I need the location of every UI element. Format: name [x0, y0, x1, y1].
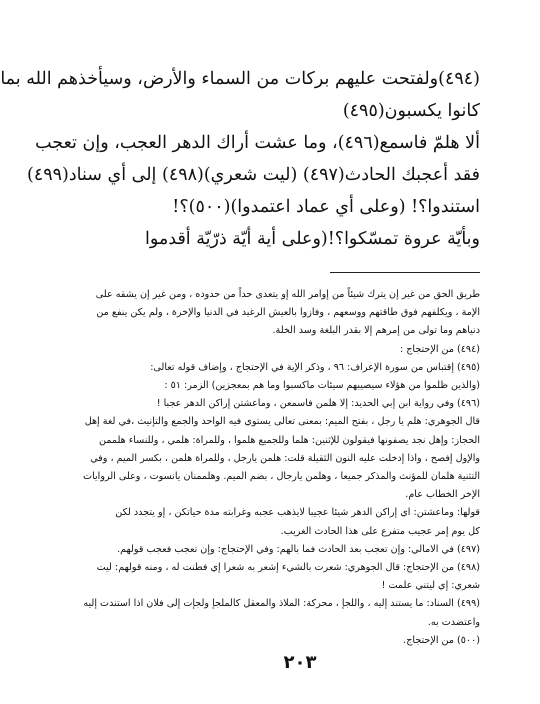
footnote-line: طريق الحق من غير إن يترك شيئاً من إوامر الله إو يتعدى حداً من حدوده ، ومن غير إن يشقه على — [95, 289, 480, 300]
footnote-line: كل يوم إمر عجيب متفرع على هذا الحادث الغريب. — [280, 525, 480, 537]
footnote-line: (٤٩٥) إقتباس من سورة الإعراف: ٩٦ ، وذكر الإية في الإحتجاج ، وإضاف قوله تعالى: — [150, 361, 480, 373]
footnote-line: واعتضدت به. — [427, 616, 480, 628]
footnote-line: قال الجوهري: هلم يا رجل ، بفتح الميم: بمعنى تعالى يستوي فيه الواحد والجمع والتإنيث ،في لغة إهل — [84, 416, 480, 428]
footnote-line: الإخر الخطاب عام. — [405, 489, 480, 501]
main-text-line: كانوا يكسبون(٤٩٥) — [342, 101, 480, 121]
footnote-line: (٤٩٦) وفي رواية ابن إبي الحديد: إلا هلمن فاسمعن ، وماعشتن إراكن الدهر عجبا ! — [156, 398, 480, 410]
footnote-line: (٤٩٨) من الإحتجاج: قال الجوهري: شعرت بالشيء إشعر به شعرا إي فطنت له ، ومنه قولهم: ليت — [96, 562, 480, 574]
main-text-line: (٤٩٤)ولفتحت عليهم بركات من السماء والأرض، وسيأخذهم الله بما — [0, 69, 480, 89]
footnote-line: شعري: إي ليتني علمت ! — [381, 580, 480, 592]
footnote-line: (٤٩٤) من الإحتجاج : — [399, 343, 480, 355]
footnote-line: (٥٠٠) من الإحتجاج. — [403, 634, 480, 646]
footnote-line: دنياهم وما تولى من إمرهم إلا بقدر البلغة وسد الخلة. — [272, 325, 480, 337]
footnotes-block — [83, 286, 480, 650]
footnote-line: والإول إفصح ، واذا إدخلت عليه النون الثقيلة قلت: هلمن يارجل ، وللمراة هلمن ، بكسر الميم ، وفي — [90, 452, 480, 464]
main-text-line: فقد أعجبك الحادث(٤٩٧) (ليت شعري)(٤٩٨) إلى أي سناد(٤٩٩) — [27, 165, 480, 185]
footnote-line: التثنية هلمان للمؤنث والمذكر جميعا ، وهلمن يارجال ، بضم الميم. وهلممنان يانسوت ، وعلى الروايات — [83, 471, 480, 483]
main-text-line: استندوا؟! (وعلى أي عماد اعتمدوا)(٥٠٠)؟! — [172, 197, 480, 217]
main-text-line: وبأيّة عروة تمسّكوا؟!(وعلى أية أيّة ذرّيّة أقدموا — [144, 229, 480, 249]
footnote-line: الحجاز: وإهل نجد يصفونها فيقولون للإثنين: هلما وللجميع هلموا ، وللمراة: هلمي ، وللنساء هلممن — [99, 434, 480, 446]
footnote-line: (٤٩٩) السناد: ما يستند إليه ، واللجإ ، محركة: الملاذ والمعقل كالملجإ ولجإت إلى فلان اذا استندت إليه — [83, 598, 480, 610]
footnote-line: (والذين ظلموا من هؤلاء سيصيبهم سيئات ماكسبوا وما هم بمعجزين) الزمر: ٥١ : — [164, 380, 480, 392]
main-text-line: ألا هلمّ فاسمع(٤٩٦)، وما عشت أراك الدهر العجب، وإن تعجب — [35, 133, 480, 153]
footnote-line: الإمة ، ويكلفهم فوق طاقتهم ووسعهم ، وفازوا بالعيش الرغيد في الدنيا والإخرة ، ولم يكن ينفع من — [96, 307, 480, 319]
footnote-line: قولها: وماعشتن: اي إراكن الدهر شيئا عجيبا لايذهب عجبه وغرابته مدة حياتكن ، إو يتجدد لكن — [115, 507, 480, 519]
page-number: ٢٠٣ — [283, 652, 317, 673]
footnote-divider — [330, 272, 480, 273]
footnote-line: (٤٩٧) في الامالي: وإن تعجب بعد الحادث فما بالهم: وفي الإحتجاج: وإن تعجب فعجب قولهم. — [117, 543, 480, 555]
main-text-block — [0, 69, 480, 262]
